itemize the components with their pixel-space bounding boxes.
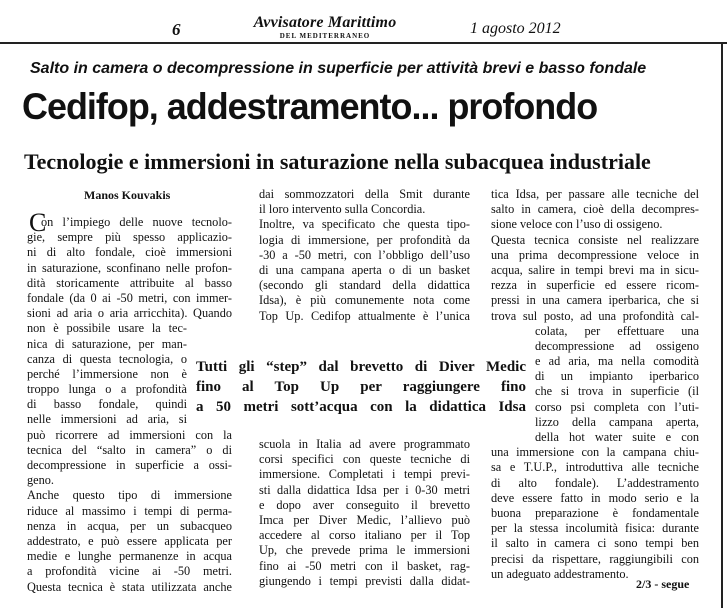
text-line: non è possibile usare la tec- — [27, 321, 187, 336]
pull-quote-line: fino al Top Up per raggiungere fino — [196, 379, 526, 395]
text-line: dai sommozzatori della Smit durante — [259, 187, 470, 201]
publication-subtitle: DEL MEDITERRANEO — [279, 32, 371, 40]
text-line: decompressione in superficie a ossi- — [27, 458, 232, 472]
publication-title: Avvisatore Marittimo — [253, 14, 397, 31]
text-line: immersione. Completati i tempi previ- — [259, 467, 470, 482]
text-line: sioni ad aria o aria arricchita). Quando — [27, 306, 232, 321]
column-3 — [491, 187, 699, 582]
text-line: (secondo gli standard della didattica — [259, 278, 470, 293]
page-edge — [721, 44, 723, 608]
text-line: Questa tecnica consiste nel realizzare — [491, 232, 699, 247]
issue-date: 1 agosto 2012 — [470, 20, 561, 37]
article-subheadline: Tecnologie e immersioni in saturazione nella subacquea industriale — [24, 149, 651, 174]
article-headline: Cedifop, addestramento... profondo — [22, 86, 598, 127]
text-line: nelle immersioni ad aria, si — [27, 412, 187, 427]
column-2-bottom — [259, 437, 470, 589]
text-line: gie, sempre più spesso applicazio- — [27, 230, 232, 245]
text-line: sa e T.U.P., introduttiva alle tecniche — [491, 460, 699, 475]
text-line: -30 a -50 metri, con l’obbligo dell’uso — [259, 247, 470, 262]
header-divider — [0, 42, 727, 44]
pull-quote — [196, 357, 526, 417]
text-line: può ricorrere ad immersioni con la — [27, 427, 232, 442]
text-line: in saturazione, sconfinano nelle profon- — [27, 260, 232, 275]
text-line: Imca per Diver Medic, l’allievo può — [259, 512, 470, 527]
text-line: il salto in camera ci sono tempi ben — [491, 536, 699, 551]
text-line: di un impianto iperbarico — [535, 369, 699, 384]
text-line: un adeguato addestramento. — [491, 566, 629, 581]
text-line: buona preparazione è fondamentale — [491, 505, 699, 520]
text-line: sione veloce con l’uso di ossigeno. — [491, 217, 663, 232]
text-line: precisi da rispettare, raggiungibili con — [491, 551, 699, 566]
text-line: deve essere fatto in modo serio e la — [491, 490, 699, 505]
text-line: per la stessa incolumità fisica: durante — [491, 521, 699, 536]
text-line: lizzo della campana aperta, — [535, 414, 699, 429]
text-line: a profondità vicine ai -50 metri. — [27, 564, 232, 579]
text-line: di alto fondale). L’addestramento — [491, 475, 699, 490]
text-line: accedere al corso italiano per il Top — [259, 528, 470, 543]
text-line: medie e lunghe permanenze in acqua — [27, 549, 232, 564]
text-line: scuola in Italia ad avere programmato — [259, 437, 470, 451]
text-line: salto in camera, cioè della decompres- — [491, 202, 699, 217]
text-line: canza di questa tecnologia, o — [27, 351, 187, 366]
text-line: Up, che prevede prima le immersioni — [259, 543, 470, 558]
text-line: Inoltre, va specificato che questa tipo- — [259, 217, 470, 232]
text-line: sti dalla didattica Idsa per i 0-30 metri — [259, 482, 470, 497]
text-line: nica di saturazione, per man- — [27, 336, 187, 351]
text-line: addestrato, e può essere applicata per — [27, 533, 232, 548]
text-line: nenza in acqua, per un subacqueo — [27, 518, 232, 533]
text-line: una prima decompressione veloce in — [491, 247, 699, 262]
text-line: logia di immersione, per profondità da — [259, 232, 470, 247]
masthead — [246, 14, 404, 41]
article-byline: Manos Kouvakis — [84, 188, 171, 202]
text-line: riduce al massimo i tempi di perma- — [27, 503, 232, 518]
text-line: Idsa), è più comunemente nota come — [259, 293, 470, 308]
text-line: colata, per effettuare una — [535, 323, 699, 338]
text-line: della hot water suite e con — [535, 430, 699, 444]
text-line: perché l’immersione non è — [27, 366, 187, 381]
text-line: fondale (da 0 ai -50 metri, con immer- — [27, 290, 232, 305]
drop-cap: C — [29, 208, 47, 237]
text-line: di una campana aperta o di un basket — [259, 262, 470, 277]
text-line: trova sul posto, ad una profondità cal- — [491, 308, 699, 323]
text-line: geno. — [27, 473, 54, 488]
text-line: una immersione con la campana chiu- — [491, 445, 699, 460]
text-line: tica Idsa, per passare alle tecniche del — [491, 187, 699, 201]
text-line: acqua, salire in tempi brevi ma in sicu- — [491, 262, 699, 277]
text-line: corso psi completa con l’uti- — [535, 399, 699, 414]
text-line: decompressione ad ossigeno — [535, 338, 699, 353]
text-line: ni di alto fondale, cioè immersioni — [27, 245, 232, 260]
text-line: e ad aria, ma nella comodità — [535, 354, 699, 369]
text-line: Anche questo tipo di immersione — [27, 488, 232, 503]
text-line: il loro intervento sulla Concordia. — [259, 202, 426, 217]
column-2-top — [259, 187, 470, 324]
text-line: giungendo i tempi previsti dalla didat- — [259, 573, 470, 588]
text-line: e dopo aver conseguito il brevetto — [259, 497, 470, 512]
text-line: tecnica del “salto in camera” o di — [27, 442, 232, 457]
continuation-note: 2/3 - segue — [636, 577, 690, 591]
text-line: fino ai -50 metri con il basket, rag- — [259, 558, 470, 573]
text-line: dità storicamente attribuite al basso — [27, 275, 232, 290]
pull-quote-line: a 50 metri sott’acqua con la didattica Idsa — [196, 399, 526, 415]
page-number: 6 — [172, 20, 181, 39]
text-line: troppo lunga o a profondità — [27, 382, 187, 397]
text-line: C on l’impiego delle nuove tecnolo- — [29, 208, 232, 237]
text-line: di basso fondale, quindi — [27, 397, 187, 412]
article-kicker: Salto in camera o decompressione in superficie per attività brevi e basso fondale — [30, 60, 647, 77]
text-line: Top Up. Cedifop attualmente è l’unica — [259, 308, 470, 323]
pull-quote-line: Tutti gli “step” dal brevetto di Diver Medic — [196, 359, 526, 375]
text-line: Questa tecnica è stata utilizzata anche — [27, 579, 232, 594]
text-line: corsi specifici con queste tecniche di — [259, 452, 470, 467]
text-line: rezza in superficie ed essere ricom- — [491, 278, 699, 293]
text-line: che si trova in superficie (il — [535, 384, 699, 399]
text-line: pressi in una camera iperbarica, che si — [491, 293, 699, 308]
